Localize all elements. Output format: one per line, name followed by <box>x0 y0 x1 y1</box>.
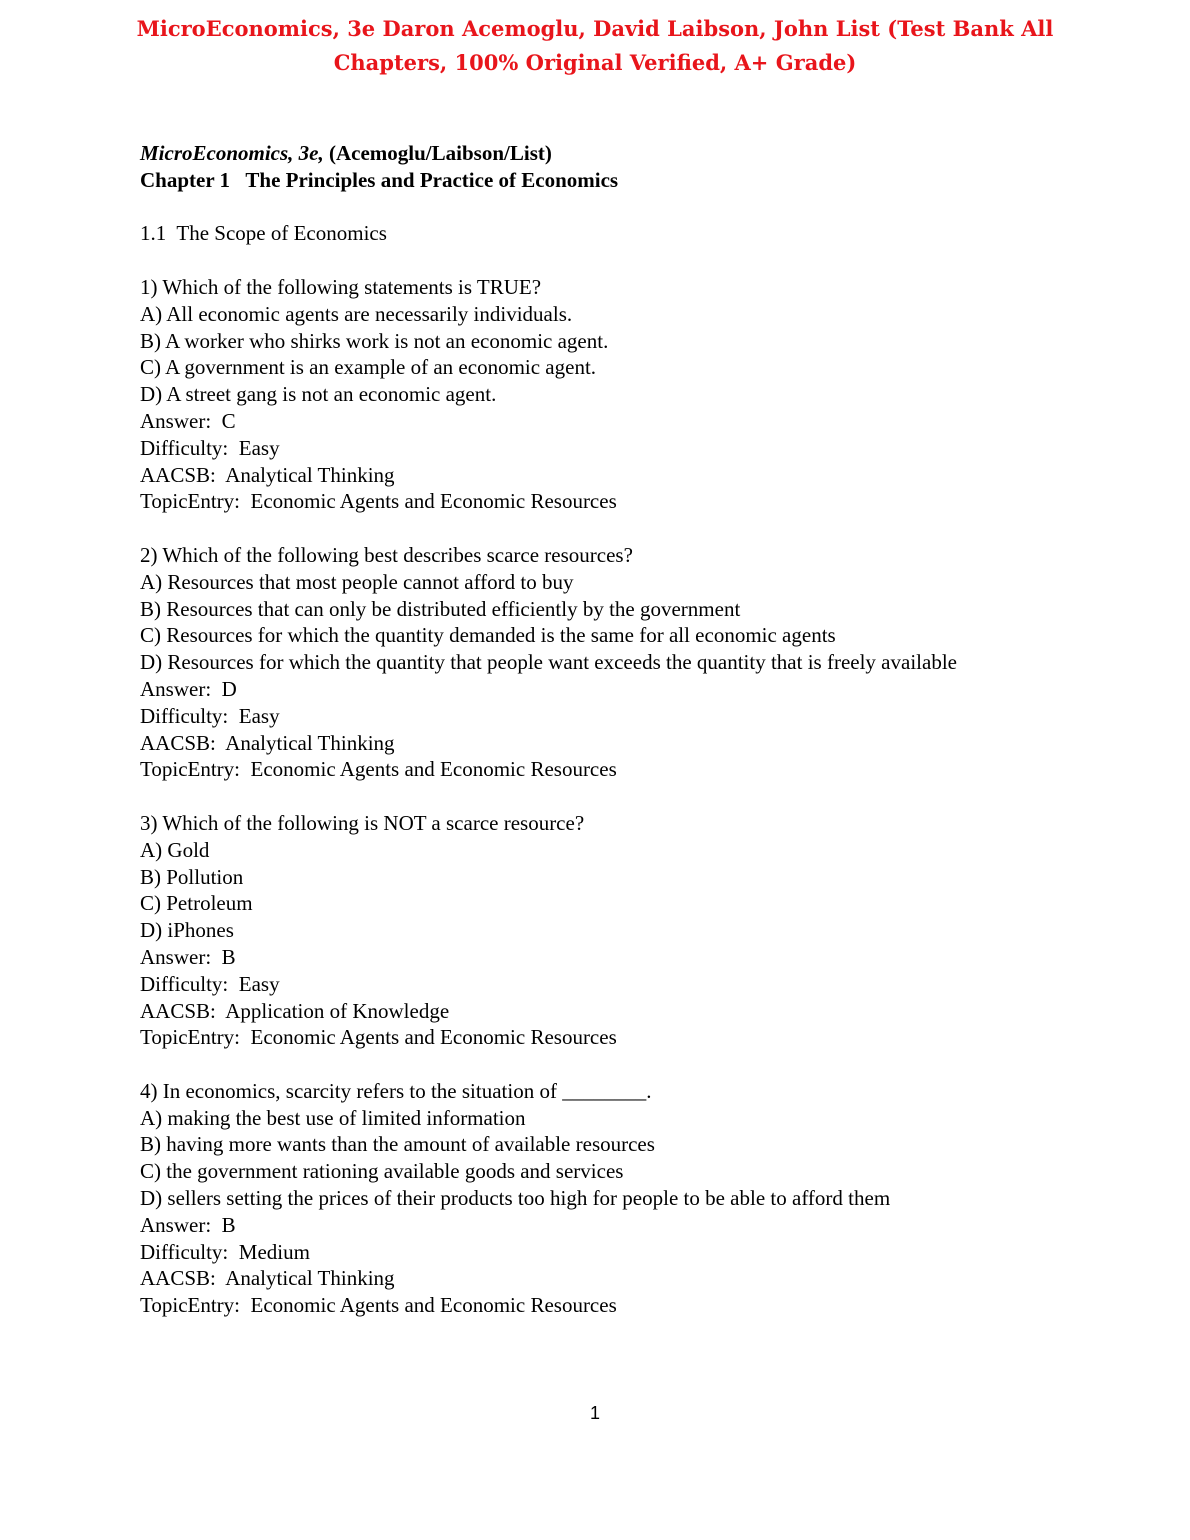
difficulty-level: Difficulty: Easy <box>140 703 280 728</box>
topic-entry: TopicEntry: Economic Agents and Economic Resources <box>140 1025 617 1050</box>
question-block <box>140 274 1150 515</box>
aacsb-tag: AACSB: Analytical Thinking <box>140 730 395 755</box>
banner-line-2: Chapters, 100% Original Verified, A+ Grade) <box>333 50 857 75</box>
page-number: 1 <box>589 1403 600 1423</box>
answer-option: C) the government rationing available goods and services <box>140 1159 624 1184</box>
answer-key: Answer: C <box>140 408 236 433</box>
spacer <box>140 194 1150 221</box>
answer-key: Answer: B <box>140 1212 236 1237</box>
book-authors: (Acemoglu/Laibson/List) <box>323 141 552 165</box>
question-stem: 4) In economics, scarcity refers to the situation of ________. <box>140 1078 652 1103</box>
answer-option: B) Resources that can only be distributed efficiently by the government <box>140 596 741 621</box>
answer-option: A) Resources that most people cannot afford to buy <box>140 569 574 594</box>
aacsb-tag: AACSB: Analytical Thinking <box>140 1266 395 1291</box>
spacer <box>140 1051 1150 1078</box>
answer-option: D) A street gang is not an economic agent. <box>140 382 497 407</box>
section-title: 1.1 The Scope of Economics <box>140 221 387 246</box>
aacsb-tag: AACSB: Application of Knowledge <box>140 998 450 1023</box>
spacer <box>140 783 1150 810</box>
answer-option: A) making the best use of limited information <box>140 1105 526 1130</box>
topic-entry: TopicEntry: Economic Agents and Economic Resources <box>140 489 617 514</box>
book-title-italic: MicroEconomics, 3e, <box>140 141 324 165</box>
question-stem: 3) Which of the following is NOT a scarce resource? <box>140 810 585 835</box>
question-stem: 2) Which of the following best describes scarce resources? <box>140 542 633 567</box>
question-block <box>140 1078 1150 1319</box>
answer-option: D) iPhones <box>140 918 234 943</box>
answer-option: C) Petroleum <box>140 891 253 916</box>
answer-option: C) Resources for which the quantity demanded is the same for all economic agents <box>140 623 836 648</box>
answer-option: A) All economic agents are necessarily individuals. <box>140 301 573 326</box>
banner-line-1: MicroEconomics, 3e Daron Acemoglu, David Laibson, John List (Test Bank All <box>136 16 1054 41</box>
answer-option: B) Pollution <box>140 864 244 889</box>
difficulty-level: Difficulty: Easy <box>140 971 280 996</box>
answer-option: D) sellers setting the prices of their products too high for people to be able to afford them <box>140 1186 891 1211</box>
difficulty-level: Difficulty: Medium <box>140 1239 310 1264</box>
answer-option: B) A worker who shirks work is not an economic agent. <box>140 328 609 353</box>
answer-key: Answer: B <box>140 944 236 969</box>
aacsb-tag: AACSB: Analytical Thinking <box>140 462 395 487</box>
answer-option: D) Resources for which the quantity that people want exceeds the quantity that is freely available <box>140 650 957 675</box>
question-block <box>140 542 1150 783</box>
answer-key: Answer: D <box>140 676 237 701</box>
chapter-title: Chapter 1 The Principles and Practice of Economics <box>140 167 619 192</box>
question-stem: 1) Which of the following statements is TRUE? <box>140 274 542 299</box>
spacer <box>140 515 1150 542</box>
book-title <box>140 140 1150 167</box>
spacer <box>140 247 1150 274</box>
answer-option: C) A government is an example of an economic agent. <box>140 355 597 380</box>
difficulty-level: Difficulty: Easy <box>140 435 280 460</box>
topic-entry: TopicEntry: Economic Agents and Economic Resources <box>140 1293 617 1318</box>
document-body <box>140 140 1150 1319</box>
question-block <box>140 810 1150 1051</box>
answer-option: B) having more wants than the amount of available resources <box>140 1132 655 1157</box>
banner-title <box>40 12 1150 80</box>
answer-option: A) Gold <box>140 837 210 862</box>
topic-entry: TopicEntry: Economic Agents and Economic Resources <box>140 757 617 782</box>
